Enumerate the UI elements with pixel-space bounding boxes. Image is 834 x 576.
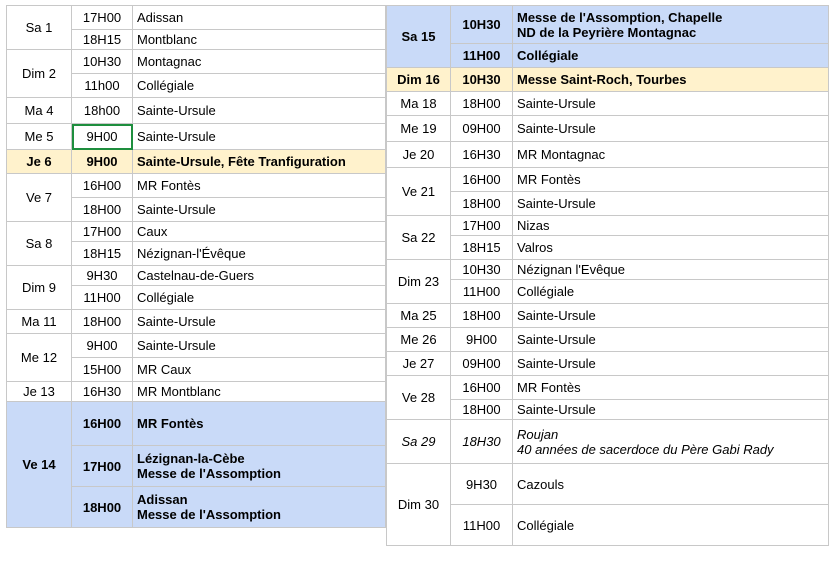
- time-cell[interactable]: 10H30: [451, 260, 513, 280]
- place-cell[interactable]: [133, 446, 386, 487]
- selected-time-cell[interactable]: 9H00: [72, 124, 133, 150]
- table-row: [387, 44, 829, 68]
- place-cell[interactable]: Collégiale: [513, 44, 829, 68]
- place-cell[interactable]: Valros: [513, 236, 829, 260]
- table-row: [7, 266, 386, 286]
- place-line: Messe de l'Assomption: [137, 466, 281, 481]
- place-cell[interactable]: MR Fontès: [133, 174, 386, 198]
- table-row: [387, 328, 829, 352]
- table-row: [387, 464, 829, 505]
- day-cell[interactable]: Je 20: [387, 142, 451, 168]
- table-row: [387, 116, 829, 142]
- day-cell[interactable]: Me 19: [387, 116, 451, 142]
- time-cell[interactable]: 11H00: [72, 286, 133, 310]
- time-cell[interactable]: 18H00: [72, 487, 133, 528]
- table-row: [387, 6, 829, 44]
- place-cell[interactable]: Montagnac: [133, 50, 386, 74]
- place-cell[interactable]: MR Montblanc: [133, 382, 386, 402]
- place-cell[interactable]: Sainte-Ursule: [133, 98, 386, 124]
- day-cell[interactable]: Sa 8: [7, 222, 72, 266]
- place-cell[interactable]: MR Fontès: [133, 402, 386, 446]
- place-cell[interactable]: Adissan: [133, 6, 386, 30]
- day-cell[interactable]: Sa 15: [387, 6, 451, 68]
- place-cell[interactable]: Sainte-Ursule, Fête Tranfiguration: [133, 150, 386, 174]
- place-cell[interactable]: Collégiale: [133, 286, 386, 310]
- time-cell[interactable]: 9H30: [72, 266, 133, 286]
- place-cell[interactable]: [513, 6, 829, 44]
- time-cell[interactable]: 09H00: [451, 352, 513, 376]
- day-cell[interactable]: Ma 25: [387, 304, 451, 328]
- day-cell[interactable]: Dim 23: [387, 260, 451, 304]
- place-cell[interactable]: Nézignan-l'Évêque: [133, 242, 386, 266]
- day-cell[interactable]: Me 5: [7, 124, 72, 150]
- time-cell[interactable]: 18H15: [72, 30, 133, 50]
- time-cell[interactable]: 16H00: [451, 168, 513, 192]
- table-row: [7, 382, 386, 402]
- table-row: [387, 376, 829, 400]
- table-row: [387, 192, 829, 216]
- place-cell[interactable]: Sainte-Ursule: [513, 192, 829, 216]
- table-row: [387, 400, 829, 420]
- time-cell[interactable]: 18H00: [451, 192, 513, 216]
- time-cell[interactable]: 16H30: [451, 142, 513, 168]
- day-cell[interactable]: Me 26: [387, 328, 451, 352]
- place-cell[interactable]: Collégiale: [513, 505, 829, 546]
- table-row: [387, 168, 829, 192]
- time-cell[interactable]: 17H00: [451, 216, 513, 236]
- table-row: [7, 402, 386, 446]
- time-cell[interactable]: 18H00: [451, 92, 513, 116]
- place-cell[interactable]: Nézignan l'Evêque: [513, 260, 829, 280]
- place-cell[interactable]: Sainte-Ursule: [133, 124, 386, 150]
- day-cell[interactable]: Dim 2: [7, 50, 72, 98]
- time-cell[interactable]: 9H30: [451, 464, 513, 505]
- table-row: [7, 50, 386, 74]
- time-cell[interactable]: 16H30: [72, 382, 133, 402]
- day-cell[interactable]: Je 13: [7, 382, 72, 402]
- time-cell[interactable]: 18H00: [72, 310, 133, 334]
- time-cell[interactable]: 9H00: [72, 334, 133, 358]
- day-cell[interactable]: Ve 28: [387, 376, 451, 420]
- place-cell[interactable]: Cazouls: [513, 464, 829, 505]
- time-cell[interactable]: 16H00: [72, 174, 133, 198]
- time-cell[interactable]: 11H00: [451, 505, 513, 546]
- time-cell[interactable]: 9H00: [72, 150, 133, 174]
- place-cell[interactable]: MR Fontès: [513, 376, 829, 400]
- table-row: [387, 304, 829, 328]
- table-row: [387, 280, 829, 304]
- place-cell[interactable]: Montblanc: [133, 30, 386, 50]
- day-cell[interactable]: Dim 16: [387, 68, 451, 92]
- time-cell[interactable]: 18h00: [72, 98, 133, 124]
- day-cell[interactable]: Ve 21: [387, 168, 451, 216]
- day-cell[interactable]: Sa 22: [387, 216, 451, 260]
- table-row: [387, 216, 829, 236]
- table-row: [387, 236, 829, 260]
- highlighted-row: [7, 150, 386, 174]
- place-line: Messe de l'Assomption: [137, 507, 281, 522]
- time-cell[interactable]: 11h00: [72, 74, 133, 98]
- time-cell[interactable]: 9H00: [451, 328, 513, 352]
- place-cell[interactable]: Caux: [133, 222, 386, 242]
- day-cell[interactable]: Sa 1: [7, 6, 72, 50]
- place-cell[interactable]: Collégiale: [133, 74, 386, 98]
- table-row: [7, 6, 386, 30]
- day-cell[interactable]: Dim 9: [7, 266, 72, 310]
- table-row: [387, 352, 829, 376]
- time-cell[interactable]: 18H15: [451, 236, 513, 260]
- table-row: [387, 260, 829, 280]
- time-cell[interactable]: 11H00: [451, 280, 513, 304]
- table-row: [387, 92, 829, 116]
- day-cell[interactable]: Ve 14: [7, 402, 72, 528]
- table-row: [387, 420, 829, 464]
- day-cell[interactable]: Ve 7: [7, 174, 72, 222]
- time-cell[interactable]: 17H00: [72, 6, 133, 30]
- table-row: [387, 142, 829, 168]
- place-cell[interactable]: MR Fontès: [513, 168, 829, 192]
- time-cell[interactable]: 18H30: [451, 420, 513, 464]
- day-cell[interactable]: Ma 4: [7, 98, 72, 124]
- table-row: [7, 124, 386, 150]
- day-cell[interactable]: Sa 29: [387, 420, 451, 464]
- place-line: Roujan: [517, 426, 559, 442]
- highlighted-row: [387, 68, 829, 92]
- table-row: [7, 310, 386, 334]
- time-cell[interactable]: 18H00: [451, 400, 513, 420]
- schedule-table-left: [6, 5, 386, 528]
- place-cell[interactable]: Sainte-Ursule: [133, 334, 386, 358]
- place-line: Lézignan-la-Cèbe: [137, 451, 245, 466]
- place-cell[interactable]: Sainte-Ursule: [513, 304, 829, 328]
- day-cell[interactable]: Je 6: [7, 150, 72, 174]
- table-row: [7, 334, 386, 358]
- place-cell[interactable]: MR Montagnac: [513, 142, 829, 168]
- day-cell[interactable]: Ma 18: [387, 92, 451, 116]
- time-cell[interactable]: 10H30: [451, 68, 513, 92]
- time-cell[interactable]: 18H00: [451, 304, 513, 328]
- place-cell[interactable]: Collégiale: [513, 280, 829, 304]
- time-cell[interactable]: 10H30: [451, 6, 513, 44]
- place-line: 40 années de sacerdoce du Père Gabi Rady: [517, 441, 774, 457]
- time-cell[interactable]: 16H00: [72, 402, 133, 446]
- time-cell[interactable]: 18H15: [72, 242, 133, 266]
- place-cell[interactable]: Nizas: [513, 216, 829, 236]
- table-row: [387, 505, 829, 546]
- time-cell[interactable]: 18H00: [72, 198, 133, 222]
- day-cell[interactable]: Dim 30: [387, 464, 451, 546]
- place-cell[interactable]: [133, 487, 386, 528]
- time-cell[interactable]: 15H00: [72, 358, 133, 382]
- place-line: ND de la Peyrière Montagnac: [517, 24, 697, 40]
- place-line: Messe de l'Assomption, Chapelle: [517, 9, 723, 25]
- time-cell[interactable]: 17H00: [72, 222, 133, 242]
- time-cell[interactable]: 10H30: [72, 50, 133, 74]
- place-cell[interactable]: Sainte-Ursule: [513, 400, 829, 420]
- place-cell[interactable]: Sainte-Ursule: [513, 352, 829, 376]
- time-cell[interactable]: 17H00: [72, 446, 133, 487]
- table-row: [7, 222, 386, 242]
- place-line: Adissan: [137, 492, 188, 507]
- place-cell[interactable]: Messe Saint-Roch, Tourbes: [513, 68, 829, 92]
- place-cell[interactable]: Sainte-Ursule: [513, 92, 829, 116]
- day-cell[interactable]: Me 12: [7, 334, 72, 382]
- place-cell[interactable]: Castelnau-de-Guers: [133, 266, 386, 286]
- schedule-table-right: [386, 5, 829, 546]
- time-cell[interactable]: 11H00: [451, 44, 513, 68]
- table-row: [7, 174, 386, 198]
- time-cell[interactable]: 09H00: [451, 116, 513, 142]
- place-cell[interactable]: Sainte-Ursule: [133, 310, 386, 334]
- day-cell[interactable]: Ma 11: [7, 310, 72, 334]
- day-cell[interactable]: Je 27: [387, 352, 451, 376]
- table-row: [7, 98, 386, 124]
- place-cell[interactable]: Sainte-Ursule: [513, 116, 829, 142]
- time-cell[interactable]: 16H00: [451, 376, 513, 400]
- place-cell[interactable]: Sainte-Ursule: [513, 328, 829, 352]
- place-cell[interactable]: Sainte-Ursule: [133, 198, 386, 222]
- place-cell[interactable]: MR Caux: [133, 358, 386, 382]
- place-cell[interactable]: [513, 420, 829, 464]
